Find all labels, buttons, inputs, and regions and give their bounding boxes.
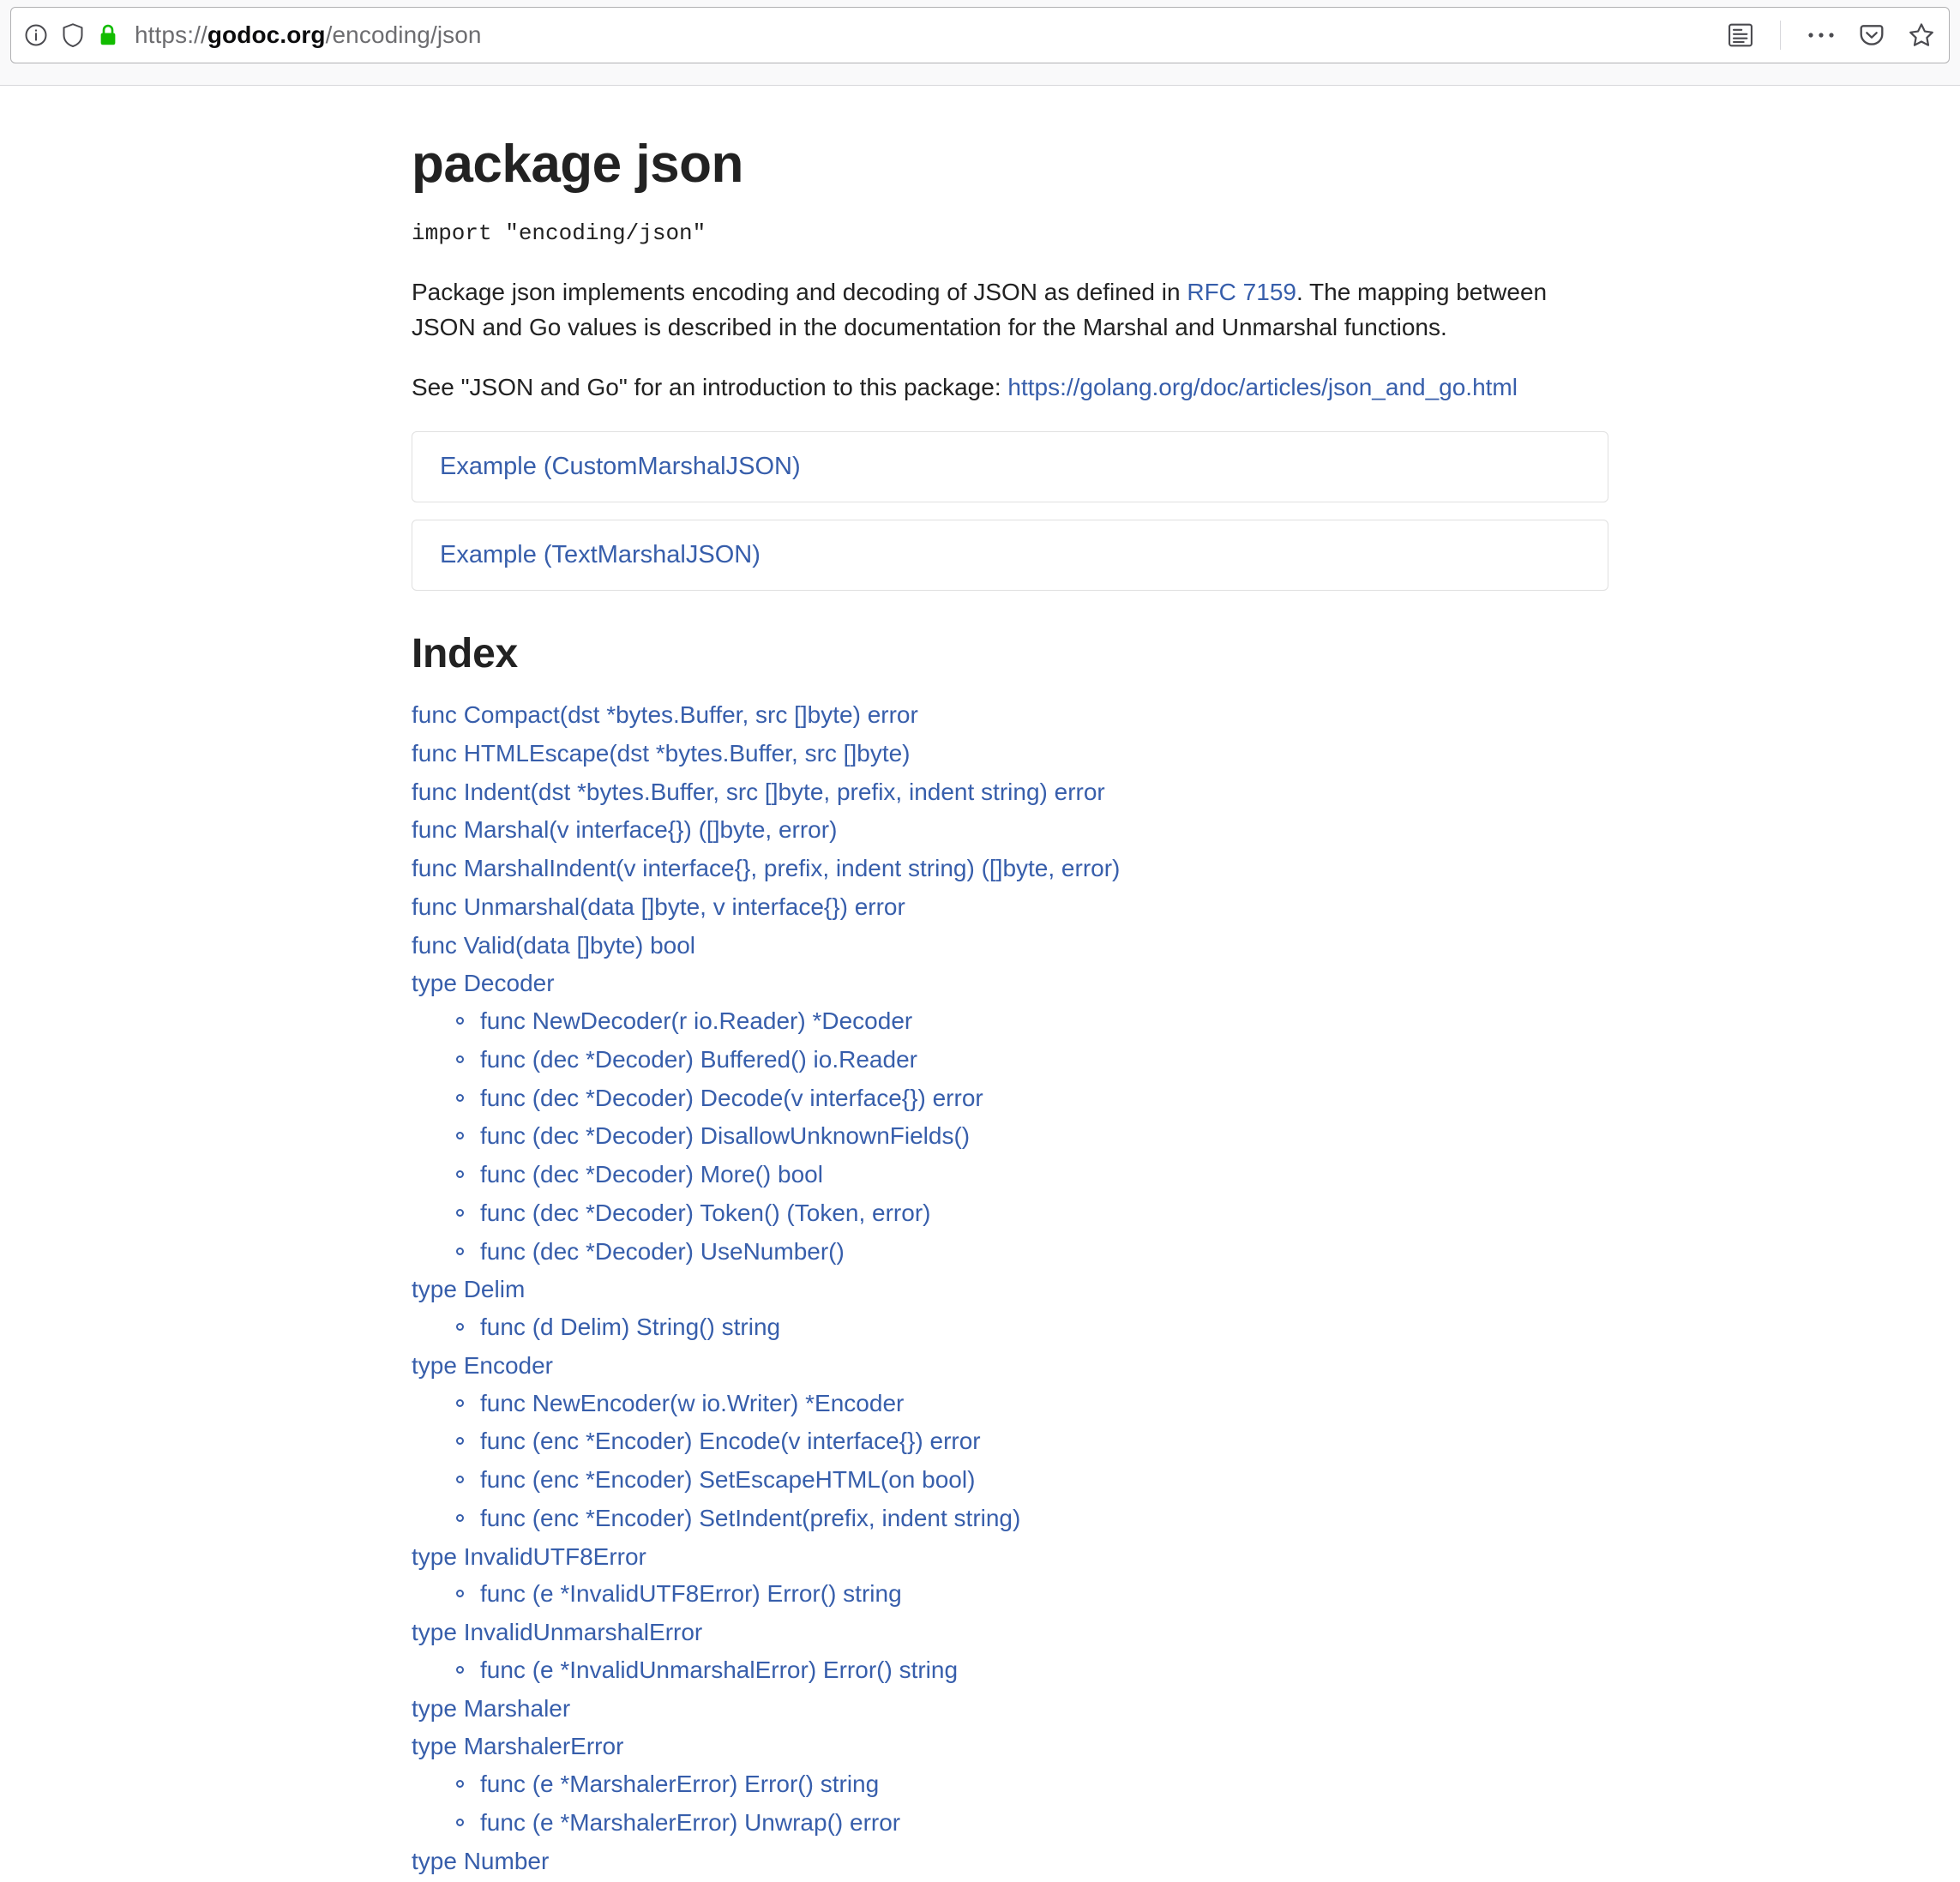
example-custommarshaljson[interactable] (412, 431, 1608, 502)
index-sublink[interactable]: func (e *MarshalerError) Unwrap() error (480, 1808, 901, 1836)
index-link[interactable]: func Indent(dst *bytes.Buffer, src []byte, prefix, indent string) error (412, 778, 1105, 805)
index-subitem (480, 1424, 1608, 1458)
index-sublink[interactable]: func NewDecoder(r io.Reader) *Decoder (480, 1007, 913, 1035)
json-and-go-note (412, 370, 1565, 406)
index-subitem (480, 1196, 1608, 1230)
index-sublink[interactable]: func (dec *Decoder) Token() (Token, error) (480, 1199, 931, 1226)
index-subitem (480, 1119, 1608, 1153)
example-custommarshaljson-link[interactable]: Example (CustomMarshalJSON) (440, 453, 801, 481)
rfc-7159-link[interactable]: RFC 7159 (1187, 279, 1296, 306)
save-to-pocket-icon[interactable] (1858, 21, 1885, 49)
index-item (412, 813, 1608, 847)
index-item (412, 1692, 1608, 1726)
url-text[interactable] (135, 21, 1713, 49)
example-textmarshaljson[interactable] (412, 520, 1608, 591)
index-link[interactable]: type MarshalerError (412, 1733, 624, 1760)
json-and-go-text: See "JSON and Go" for an introduction to this package: (412, 374, 1008, 401)
index-sublist (412, 1767, 1608, 1840)
index-sublink[interactable]: func (enc *Encoder) SetIndent(prefix, indent string) (480, 1504, 1021, 1531)
url-prefix: https:// (135, 21, 207, 48)
shield-icon[interactable] (61, 22, 85, 48)
content-column (412, 134, 1608, 1878)
package-description (412, 275, 1565, 345)
index-subitem (480, 1806, 1608, 1840)
index-sublink[interactable]: func (dec *Decoder) More() bool (480, 1161, 823, 1188)
index-item (412, 1729, 1608, 1839)
index-link[interactable]: type Number (412, 1847, 550, 1874)
description-text-after: . The mapping between JSON and Go values is described in the documentation for the Marshal and Unmarshal functions. (412, 279, 1548, 340)
index-sublink[interactable]: func (dec *Decoder) Buffered() io.Reader (480, 1045, 917, 1073)
index-subitem (480, 1501, 1608, 1536)
index-link[interactable]: func HTMLEscape(dst *bytes.Buffer, src []byte) (412, 739, 911, 767)
index-link[interactable]: func Valid(data []byte) bool (412, 931, 696, 959)
index-sublist (412, 1577, 1608, 1611)
toolbar-divider (1780, 21, 1781, 50)
example-textmarshaljson-link[interactable]: Example (TextMarshalJSON) (440, 541, 761, 569)
index-item (412, 851, 1608, 886)
index-sublink[interactable]: func (e *MarshalerError) Error() string (480, 1771, 880, 1798)
index-subitem (480, 1235, 1608, 1269)
index-item (412, 890, 1608, 924)
index-subitem (480, 1157, 1608, 1192)
index-sublink[interactable]: func (dec *Decoder) UseNumber() (480, 1237, 845, 1265)
index-item (412, 1615, 1608, 1687)
index-sublink[interactable]: func (enc *Encoder) SetEscapeHTML(on bool) (480, 1466, 976, 1494)
index-subitem (480, 1463, 1608, 1497)
index-link[interactable]: type InvalidUnmarshalError (412, 1619, 703, 1646)
address-bar-actions (1727, 21, 1935, 50)
index-sublist (412, 1310, 1608, 1344)
browser-chrome (0, 0, 1960, 86)
page-title: package json (412, 135, 743, 194)
description-text-before: Package json implements encoding and decoding of JSON as defined in (412, 279, 1187, 306)
json-and-go-link[interactable]: https://golang.org/doc/articles/json_and_go.html (1007, 374, 1518, 401)
bookmark-star-icon[interactable] (1908, 21, 1935, 49)
url-domain: godoc.org (207, 21, 326, 48)
address-bar[interactable] (10, 7, 1950, 63)
page-body (0, 86, 1960, 1878)
index-list (412, 698, 1608, 1878)
index-subitem (480, 1310, 1608, 1344)
index-item (412, 1349, 1608, 1536)
index-sublink[interactable]: func (e *InvalidUTF8Error) Error() string (480, 1580, 902, 1608)
index-link[interactable]: type Encoder (412, 1351, 553, 1379)
index-link[interactable]: func Compact(dst *bytes.Buffer, src []byte) error (412, 701, 918, 729)
index-sublink[interactable]: func NewEncoder(w io.Writer) *Encoder (480, 1389, 905, 1416)
padlock-icon[interactable] (97, 22, 119, 48)
url-path: /encoding/json (325, 21, 482, 48)
index-sublink[interactable]: func (d Delim) String() string (480, 1314, 781, 1341)
index-item (412, 966, 1608, 1268)
index-sublink[interactable]: func (e *InvalidUnmarshalError) Error() string (480, 1656, 959, 1683)
reader-view-icon[interactable] (1727, 21, 1754, 49)
index-subitem (480, 1004, 1608, 1038)
urlbar-container (10, 7, 1950, 63)
index-item (412, 1540, 1608, 1612)
index-sublink[interactable]: func (dec *Decoder) DisallowUnknownFields() (480, 1122, 971, 1150)
index-subitem (480, 1386, 1608, 1421)
index-subitem (480, 1767, 1608, 1801)
index-link[interactable]: type Delim (412, 1276, 526, 1303)
index-link[interactable]: func Unmarshal(data []byte, v interface{}) error (412, 893, 905, 920)
index-heading: Index (412, 631, 518, 677)
index-link[interactable]: func MarshalIndent(v interface{}, prefix, indent string) ([]byte, error) (412, 855, 1121, 882)
index-link[interactable]: func Marshal(v interface{}) ([]byte, error) (412, 816, 838, 844)
index-item (412, 1272, 1608, 1344)
index-sublist (412, 1004, 1608, 1268)
index-sublink[interactable]: func (enc *Encoder) Encode(v interface{}) error (480, 1428, 981, 1455)
index-item (412, 1844, 1608, 1879)
index-link[interactable]: type Decoder (412, 970, 555, 997)
index-item (412, 775, 1608, 809)
index-sublink[interactable]: func (dec *Decoder) Decode(v interface{}) error (480, 1084, 983, 1111)
index-subitem (480, 1653, 1608, 1687)
import-statement: import "encoding/json" (412, 220, 706, 247)
page-actions-menu-icon[interactable] (1807, 30, 1836, 40)
index-sublist (412, 1386, 1608, 1536)
identity-icons (23, 22, 119, 48)
index-item (412, 929, 1608, 963)
index-link[interactable]: type InvalidUTF8Error (412, 1542, 646, 1570)
index-item (412, 737, 1608, 771)
index-sublist (412, 1653, 1608, 1687)
index-subitem (480, 1577, 1608, 1611)
info-icon[interactable] (23, 22, 49, 48)
index-subitem (480, 1081, 1608, 1115)
index-subitem (480, 1043, 1608, 1077)
index-link[interactable]: type Marshaler (412, 1694, 571, 1722)
index-item (412, 698, 1608, 732)
